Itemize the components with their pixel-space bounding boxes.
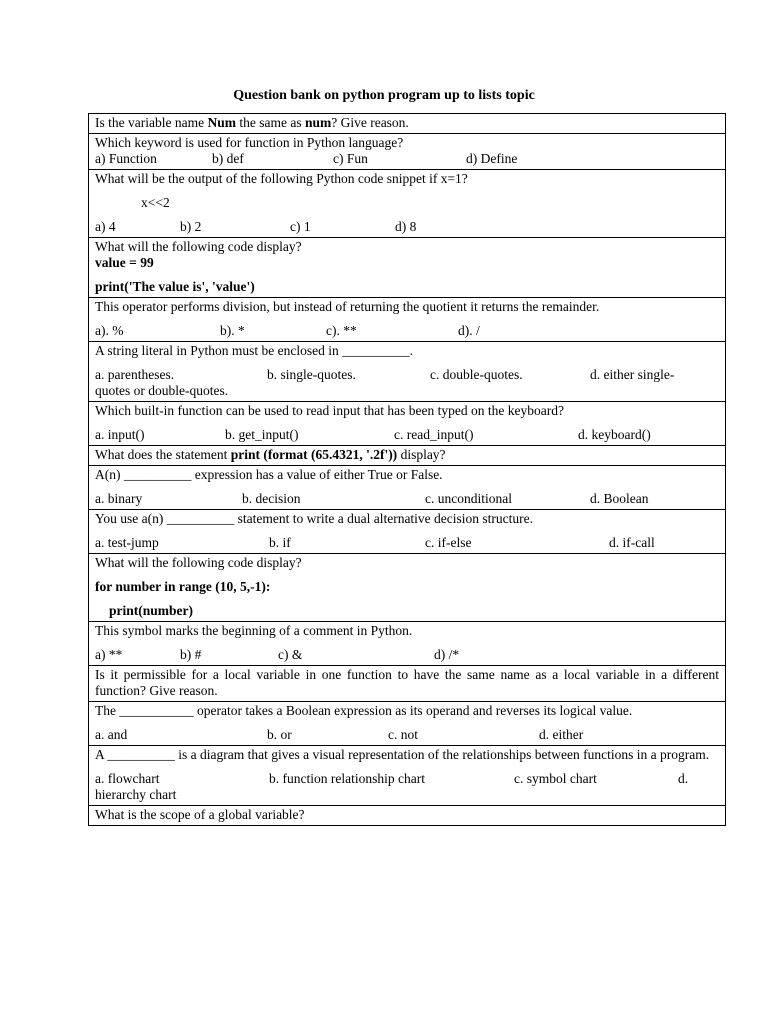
q4-code-line-2: print('The value is', 'value') — [95, 279, 255, 294]
option: d. if-call — [609, 535, 655, 550]
option: c. not — [388, 727, 418, 742]
q6-text: A string literal in Python must be enclosed in __________. — [95, 343, 413, 358]
q8-text: What does the statement print (format (65.4321, '.2f')) display? — [95, 447, 446, 462]
option: a). % — [95, 323, 124, 338]
q12-text: This symbol marks the beginning of a comment in Python. — [95, 623, 413, 638]
q11-code-line-1: for number in range (10, 5,-1): — [95, 579, 271, 594]
option: b. get_input() — [225, 427, 299, 442]
option: b) 2 — [180, 219, 202, 234]
q1-text: Is the variable name Num the same as num? Give reason. — [95, 115, 409, 130]
question-cell — [89, 238, 726, 298]
table-row — [89, 666, 726, 702]
question-cell — [89, 342, 726, 402]
option: a) ** — [95, 647, 123, 662]
option: b. decision — [242, 491, 301, 506]
page-title: Question bank on python program up to lists topic — [233, 88, 535, 103]
question-cell — [89, 134, 726, 170]
option: a) 4 — [95, 219, 116, 234]
q14-text: The ___________ operator takes a Boolean expression as its operand and reverses its logical value. — [95, 703, 633, 718]
question-cell — [89, 554, 726, 622]
question-cell — [89, 170, 726, 238]
q11-code-line-2: print(number) — [109, 603, 193, 618]
option: c. if-else — [425, 535, 472, 550]
table-row — [89, 170, 726, 238]
q12-options — [95, 647, 719, 663]
table-row — [89, 622, 726, 666]
q10-options — [95, 535, 719, 551]
question-cell — [89, 806, 726, 826]
option: a. input() — [95, 427, 145, 442]
option: a. test-jump — [95, 535, 159, 550]
question-cell — [89, 702, 726, 746]
table-row — [89, 402, 726, 446]
option: a. flowchart — [95, 771, 160, 786]
option: a. binary — [95, 491, 143, 506]
q3-text: What will be the output of the following Python code snippet if x=1? — [95, 171, 468, 186]
question-cell — [89, 666, 726, 702]
q7-options — [95, 427, 719, 443]
option: d) 8 — [395, 219, 417, 234]
option: d. Boolean — [590, 491, 649, 506]
option: b. single-quotes. — [267, 367, 356, 382]
option: d. — [678, 771, 689, 786]
option: b) # — [180, 647, 202, 662]
option: c) & — [278, 647, 303, 662]
table-row — [89, 342, 726, 402]
table-row — [89, 746, 726, 806]
q15-text: A __________ is a diagram that gives a visual representation of the relationships between functions in a program. — [95, 747, 710, 762]
q9-text: A(n) __________ expression has a value of either True or False. — [95, 467, 443, 482]
question-cell — [89, 510, 726, 554]
q5-options — [95, 323, 719, 339]
question-cell — [89, 622, 726, 666]
q5-text: This operator performs division, but instead of returning the quotient it returns the remainder. — [95, 299, 600, 314]
question-cell — [89, 402, 726, 446]
option: b) def — [212, 151, 244, 166]
q9-options — [95, 491, 719, 507]
option: a. and — [95, 727, 128, 742]
q2-options — [95, 151, 719, 167]
table-row — [89, 554, 726, 622]
table-row — [89, 114, 726, 134]
q3-code: x<<2 — [141, 195, 170, 210]
option: d) /* — [434, 647, 460, 662]
q13-text: Is it permissible for a local variable in one function to have the same name as a local variable in a different function? Give reason. — [95, 667, 719, 698]
q6-options — [95, 367, 719, 383]
table-row — [89, 702, 726, 746]
option: c) 1 — [290, 219, 311, 234]
option: c). ** — [326, 323, 357, 338]
q16-text: What is the scope of a global variable? — [95, 807, 305, 822]
option: c. unconditional — [425, 491, 512, 506]
q14-options — [95, 727, 719, 743]
q7-text: Which built-in function can be used to read input that has been typed on the keyboard? — [95, 403, 564, 418]
q4-text: What will the following code display? — [95, 239, 302, 254]
q15-option-continuation: hierarchy chart — [95, 787, 177, 802]
option: b. function relationship chart — [269, 771, 425, 786]
q15-options — [95, 771, 719, 787]
question-cell — [89, 466, 726, 510]
question-cell — [89, 298, 726, 342]
option: d). / — [458, 323, 480, 338]
option: c) Fun — [333, 151, 368, 166]
question-cell — [89, 114, 726, 134]
option: b). * — [220, 323, 245, 338]
option: b. or — [267, 727, 292, 742]
table-row — [89, 510, 726, 554]
q6-option-continuation: quotes or double-quotes. — [95, 383, 229, 398]
option: c. double-quotes. — [430, 367, 523, 382]
table-row — [89, 298, 726, 342]
option: d) Define — [466, 151, 518, 166]
table-row — [89, 446, 726, 466]
question-table — [88, 113, 726, 826]
option: d. keyboard() — [578, 427, 651, 442]
option: c. read_input() — [394, 427, 474, 442]
q4-code-line-1: value = 99 — [95, 255, 154, 270]
option: a. parentheses. — [95, 367, 175, 382]
question-cell — [89, 446, 726, 466]
table-row — [89, 238, 726, 298]
option: d. either single- — [590, 367, 675, 382]
option: b. if — [269, 535, 291, 550]
table-row — [89, 466, 726, 510]
option: a) Function — [95, 151, 157, 166]
q3-options — [95, 219, 719, 235]
question-cell — [89, 746, 726, 806]
table-row — [89, 806, 726, 826]
q11-text: What will the following code display? — [95, 555, 302, 570]
option: c. symbol chart — [514, 771, 597, 786]
q10-text: You use a(n) __________ statement to write a dual alternative decision structure. — [95, 511, 534, 526]
table-row — [89, 134, 726, 170]
q2-text: Which keyword is used for function in Python language? — [95, 135, 404, 150]
option: d. either — [539, 727, 584, 742]
